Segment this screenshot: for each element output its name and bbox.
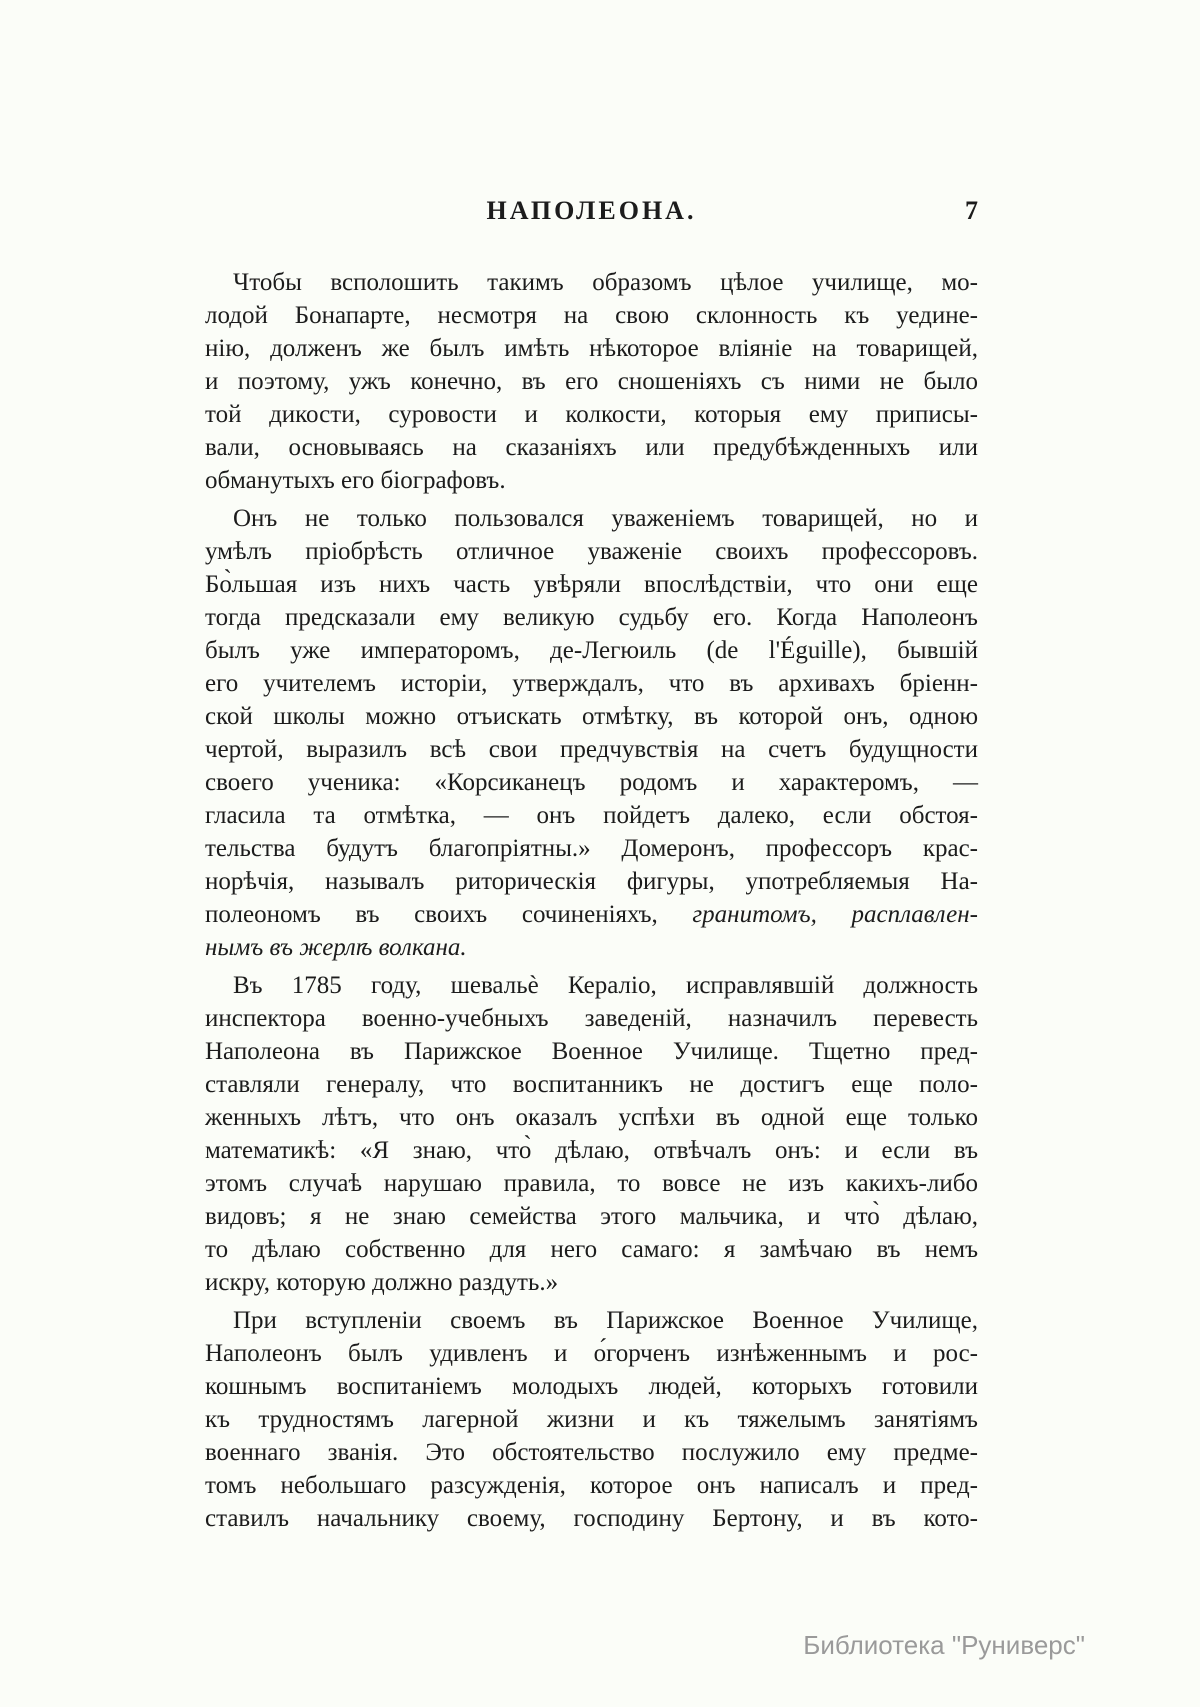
text-line: женныхъ лѣтъ, что онъ оказалъ успѣхи въ одной еще только [205, 1104, 978, 1131]
text-line: нію, долженъ же былъ имѣть нѣкоторое вліяніе на товарищей, [205, 335, 978, 362]
text-line: Бо̀льшая изъ нихъ часть увѣряли впослѣдствіи, что они еще [205, 571, 978, 598]
text-line: искру, которую должно раздуть.» [205, 1269, 559, 1296]
text-line: инспектора военно-учебныхъ заведеній, назначилъ перевесть [205, 1005, 978, 1032]
text-line: математикѣ: «Я знаю, что̀ дѣлаю, отвѣчалъ онъ: и если въ [205, 1137, 978, 1164]
text-line: лодой Бонапарте, несмотря на свою склонность къ уедине- [205, 302, 978, 329]
text-line: Наполеонъ былъ удивленъ и о́горченъ изнѣженнымъ и рос- [205, 1340, 978, 1367]
paragraph [205, 266, 978, 497]
text-block [205, 266, 978, 1535]
text-line: этомъ случаѣ нарушаю правила, то вовсе не изъ какихъ-либо [205, 1170, 978, 1197]
text-line: умѣлъ пріобрѣсть отличное уваженіе своихъ профессоровъ. [205, 538, 978, 565]
text-line: его учителемъ исторіи, утверждалъ, что въ архивахъ бріенн- [205, 670, 978, 697]
text-line: Въ 1785 году, шевальѐ Кераліо, исправлявшій должность [233, 972, 978, 999]
text-line: къ трудностямъ лагерной жизни и къ тяжелымъ занятіямъ [205, 1406, 978, 1433]
text-line: ской школы можно отъискать отмѣтку, въ которой онъ, одною [205, 703, 978, 730]
text-line: и поэтому, ужъ конечно, въ его сношеніяхъ съ ними не было [205, 368, 978, 395]
italic-phrase: гранитомъ, расплавлен- [692, 901, 978, 928]
text-line: томъ небольшаго разсужденія, которое онъ написалъ и пред- [205, 1472, 978, 1499]
text-line: обманутыхъ его біографовъ. [205, 467, 506, 494]
text-line: При вступленіи своемъ въ Парижское Военное Училище, [233, 1307, 978, 1334]
paragraph [205, 969, 978, 1299]
text-line: гласила та отмѣтка, — онъ пойдетъ далеко, если обстоя- [205, 802, 978, 829]
page-header-row [205, 194, 978, 228]
text-line: полеономъ въ своихъ сочиненіяхъ, гранитомъ, расплавлен- [205, 901, 978, 928]
text-line: той дикости, суровости и колкости, которыя ему приписы- [205, 401, 978, 428]
text-line: тогда предсказали ему великую судьбу его. Когда Наполеонъ [205, 604, 978, 631]
text-line: ставляли генералу, что воспитанникъ не достигъ еще поло- [205, 1071, 978, 1098]
running-header-title: НАПОЛЕОНА. [486, 196, 697, 225]
library-watermark: Библиотека "Руниверс" [803, 1630, 1085, 1660]
text-line: тельства будутъ благопріятны.» Домеронъ, профессоръ крас- [205, 835, 978, 862]
text-line: ставилъ начальнику своему, господину Бертону, и въ кото- [205, 1505, 978, 1532]
text-line: былъ уже императоромъ, де-Легюиль (de l'Éguille), бывшій [205, 637, 978, 664]
text-line: военнаго званія. Это обстоятельство послужило ему предме- [205, 1439, 978, 1466]
paragraph [205, 1304, 978, 1535]
text-line: кошнымъ воспитаніемъ молодыхъ людей, которыхъ готовили [205, 1373, 978, 1400]
paragraph [205, 502, 978, 964]
text-column [205, 194, 978, 1535]
text-line: вали, основываясь на сказаніяхъ или предубѣжденныхъ или [205, 434, 978, 461]
text-line: чертой, выразилъ всѣ свои предчувствія на счетъ будущности [205, 736, 978, 763]
text-line [205, 931, 978, 964]
italic-phrase: нымъ въ жерлѣ волкана. [205, 934, 467, 961]
text-line: норѣчія, называлъ риторическія фигуры, употребляемыя На- [205, 868, 978, 895]
text-line: то дѣлаю собственно для него самаго: я замѣчаю въ немъ [205, 1236, 978, 1263]
text-line: Чтобы всполошить такимъ образомъ цѣлое училище, мо- [233, 269, 978, 296]
text-line: видовъ; я не знаю семейства этого мальчика, и что̀ дѣлаю, [205, 1203, 978, 1230]
text-line: Онъ не только пользовался уваженіемъ товарищей, но и [233, 505, 978, 532]
text-line: Наполеона въ Парижское Военное Училище. Тщетно пред- [205, 1038, 978, 1065]
text-line: своего ученика: «Корсиканецъ родомъ и характеромъ, — [205, 769, 978, 796]
page-number: 7 [965, 196, 978, 225]
